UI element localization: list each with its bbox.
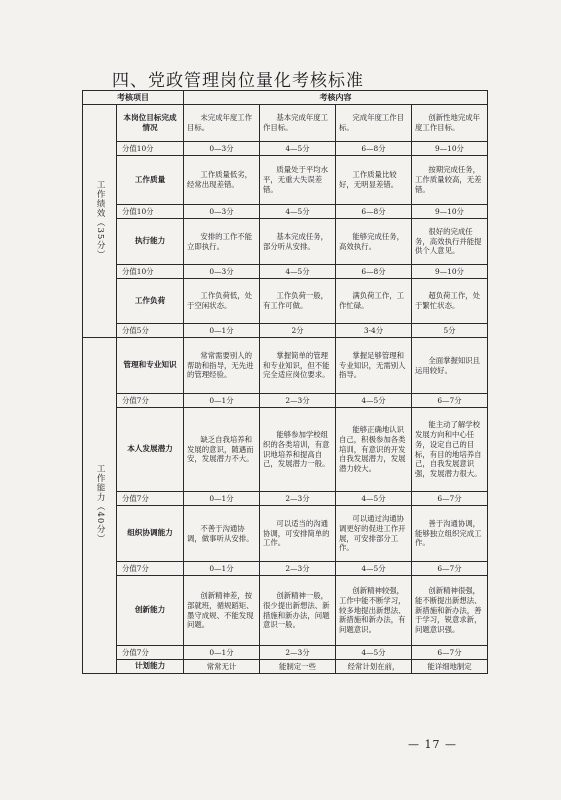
score-cell: 0—1分 (184, 324, 260, 338)
criteria-cell: 掌握简单的管理和专业知识，但不能完全适应岗位要求。 (260, 338, 336, 394)
criteria-cell: 未完成年度工作目标。 (184, 105, 260, 142)
criteria-cell: 完成年度工作目标。 (336, 105, 412, 142)
criteria-cell: 能够参加学校组织的各类培训，有意识地培养和提高自己，发展潜力一般。 (260, 408, 336, 492)
score-row (83, 492, 488, 506)
score-cell: 4—5分 (260, 205, 336, 219)
table-row (83, 219, 488, 265)
criteria-cell: 质量处于平均水平，无重大失误差错。 (260, 156, 336, 205)
criteria-cell: 能详细地制定 (412, 660, 488, 674)
score-cell: 9—10分 (412, 265, 488, 279)
score-cell: 2—3分 (260, 492, 336, 506)
criteria-cell: 工作质量低劣，经常出现差错。 (184, 156, 260, 205)
header-content: 考核内容 (184, 91, 488, 105)
score-cell: 4—5分 (260, 142, 336, 156)
score-cell: 4—5分 (336, 562, 412, 576)
table-row (83, 279, 488, 324)
criteria-cell: 能够正确地认识自己，积极参加各类培训，有意识的开发自我发展潜力，发展潜力较大。 (336, 408, 412, 492)
item-name: 执行能力 (117, 219, 184, 265)
item-name: 工作负荷 (117, 279, 184, 324)
score-cell: 6—7分 (412, 646, 488, 660)
score-cell: 9—10分 (412, 205, 488, 219)
score-cell: 0—3分 (184, 205, 260, 219)
score-cell: 6—8分 (336, 265, 412, 279)
criteria-cell: 掌握足够管理和专业知识，无需别人指导。 (336, 338, 412, 394)
score-label: 分值7分 (117, 492, 184, 506)
score-cell: 6—8分 (336, 205, 412, 219)
category-cell (83, 105, 117, 338)
score-cell: 4—5分 (336, 394, 412, 408)
table-row (83, 506, 488, 562)
item-name: 计划能力 (117, 660, 184, 674)
category-label: 工作绩效（35分） (95, 179, 106, 260)
header-item: 考核项目 (83, 91, 184, 105)
score-row (83, 265, 488, 279)
score-row (83, 142, 488, 156)
criteria-cell: 经常计划在前， (336, 660, 412, 674)
score-cell: 0—3分 (184, 142, 260, 156)
criteria-cell: 不善于沟通协调，做事听从安排。 (184, 506, 260, 562)
score-row (83, 562, 488, 576)
score-cell: 2—3分 (260, 646, 336, 660)
item-name: 本岗位目标完成情况 (117, 105, 184, 142)
table-row (83, 338, 488, 394)
score-label: 分值10分 (117, 205, 184, 219)
criteria-cell: 常常需要别人的帮助和指导，无先进的管理经验。 (184, 338, 260, 394)
score-cell: 0—1分 (184, 646, 260, 660)
score-cell: 0—1分 (184, 492, 260, 506)
criteria-cell: 能够完成任务，高效执行。 (336, 219, 412, 265)
score-cell: 6—7分 (412, 394, 488, 408)
score-cell: 0—3分 (184, 265, 260, 279)
score-cell: 4—5分 (336, 646, 412, 660)
score-row (83, 394, 488, 408)
criteria-cell: 超负荷工作，处于繁忙状态。 (412, 279, 488, 324)
criteria-cell: 工作负荷一般，有工作可做。 (260, 279, 336, 324)
score-cell: 0—1分 (184, 562, 260, 576)
criteria-cell: 创新精神一般，很少提出新想法、新措施和新办法，问题意识一般。 (260, 576, 336, 646)
criteria-cell: 很好的完成任务，高效执行并能提供个人意见。 (412, 219, 488, 265)
criteria-cell: 能制定一些 (260, 660, 336, 674)
criteria-cell: 能主动了解学校发展方向和中心任务，设定自己的目标，有目的地培养自己，自我发展意识强，发展潜力很大。 (412, 408, 488, 492)
category-cell (83, 338, 117, 674)
score-cell: 0—1分 (184, 394, 260, 408)
item-name: 创新能力 (117, 576, 184, 646)
item-name: 本人发展潜力 (117, 408, 184, 492)
criteria-cell: 创新性地完成年度工作目标。 (412, 105, 488, 142)
score-cell: 4—5分 (260, 265, 336, 279)
item-name: 工作质量 (117, 156, 184, 205)
criteria-cell: 创新精神很强，能不断提出新想法、新措施和新办法，善于学习，锐意求新，问题意识强。 (412, 576, 488, 646)
score-label: 分值7分 (117, 562, 184, 576)
table-row (83, 105, 488, 142)
score-label: 分值10分 (117, 142, 184, 156)
criteria-cell: 可以通过沟通协调更好的促进工作开展，可安排部分工作。 (336, 506, 412, 562)
page-title: 四、党政管理岗位量化考核标准 (112, 71, 364, 91)
criteria-cell: 工作质量比较好，无明显差错。 (336, 156, 412, 205)
score-cell: 2分 (260, 324, 336, 338)
score-cell: 2—3分 (260, 562, 336, 576)
criteria-cell: 全面掌握知识且运用较好。 (412, 338, 488, 394)
criteria-cell: 工作负荷低，处于空闲状态。 (184, 279, 260, 324)
criteria-cell: 基本完成年度工作目标。 (260, 105, 336, 142)
score-label: 分值7分 (117, 394, 184, 408)
page-number: — 17 — (408, 738, 457, 751)
score-cell: 2—3分 (260, 394, 336, 408)
score-cell: 6—7分 (412, 562, 488, 576)
score-label: 分值10分 (117, 265, 184, 279)
criteria-cell: 按期完成任务，工作质量较高，无差错。 (412, 156, 488, 205)
table-header-row (83, 91, 488, 105)
table-row (83, 576, 488, 646)
criteria-cell: 善于沟通协调，能够独立组织完成工作。 (412, 506, 488, 562)
score-cell: 6—7分 (412, 492, 488, 506)
table-row (83, 408, 488, 492)
score-cell: 9—10分 (412, 142, 488, 156)
item-name: 组织协调能力 (117, 506, 184, 562)
criteria-cell: 基本完成任务，部分听从安排。 (260, 219, 336, 265)
criteria-cell: 创新精神差，按部就班，循规蹈矩、墨守成规、不能发现问题。 (184, 576, 260, 646)
score-cell: 3-4分 (336, 324, 412, 338)
score-label: 分值7分 (117, 646, 184, 660)
score-cell: 6—8分 (336, 142, 412, 156)
criteria-cell: 创新精神较强，工作中能不断学习，较多地提出新想法、新措施和新办法，有问题意识。 (336, 576, 412, 646)
criteria-cell: 缺乏自我培养和发展的意识，随遇而安，发展潜力不大。 (184, 408, 260, 492)
item-name: 管理和专业知识 (117, 338, 184, 394)
criteria-cell: 可以适当的沟通协调，可安排简单的工作。 (260, 506, 336, 562)
score-row (83, 324, 488, 338)
criteria-cell: 满负荷工作，工作忙碌。 (336, 279, 412, 324)
table-row (83, 156, 488, 205)
assessment-table (82, 90, 488, 674)
criteria-cell: 常常无计 (184, 660, 260, 674)
criteria-cell: 安排的工作不能立即执行。 (184, 219, 260, 265)
category-label: 工作能力（40分） (95, 464, 106, 544)
table-row (83, 660, 488, 674)
score-row (83, 646, 488, 660)
score-cell: 4—5分 (336, 492, 412, 506)
score-label: 分值5分 (117, 324, 184, 338)
score-row (83, 205, 488, 219)
score-cell: 5分 (412, 324, 488, 338)
